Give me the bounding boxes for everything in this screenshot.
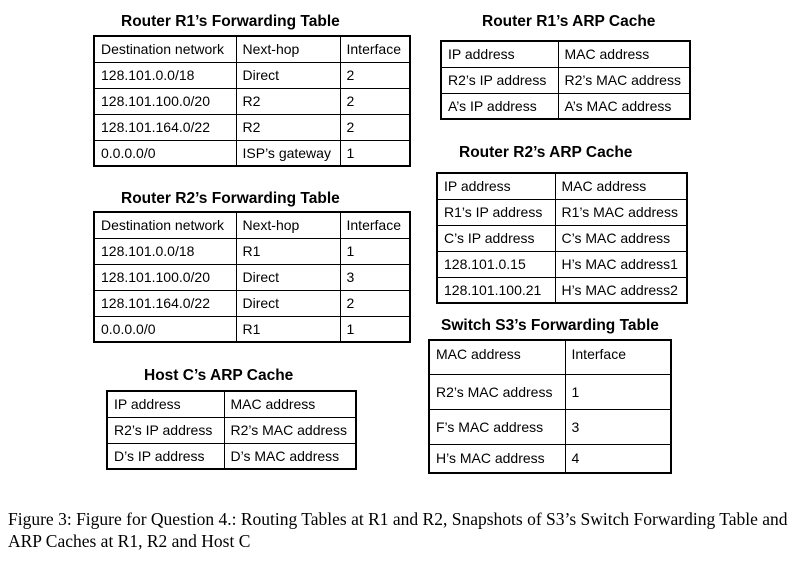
mac-cell: R2’s MAC address [429,374,565,409]
table-row [437,199,687,225]
header-cell: MAC address [429,340,565,374]
table-row [107,443,356,469]
destination-cell: 128.101.164.0/22 [94,290,236,316]
header-cell: IP address [437,173,555,199]
mac-cell: C’s MAC address [555,225,687,251]
table-header-row [94,212,410,238]
r1-arp-table [440,40,691,120]
header-cell: Next-hop [236,212,340,238]
next-hop-cell: R2 [236,114,340,140]
mac-cell: A’s MAC address [558,93,690,119]
header-cell: IP address [441,41,558,67]
table-header-row [429,340,671,374]
destination-cell: 0.0.0.0/0 [94,316,236,342]
r1-forwarding-title: Router R1’s Forwarding Table [121,13,340,30]
header-cell: Interface [565,340,671,374]
next-hop-cell: R2 [236,88,340,114]
destination-cell: 128.101.0.0/18 [94,238,236,264]
header-cell: Next-hop [236,36,340,62]
destination-cell: 128.101.100.0/20 [94,88,236,114]
ip-cell: R1’s IP address [437,199,555,225]
table-row [429,374,671,409]
interface-cell: 1 [340,140,410,166]
destination-cell: 0.0.0.0/0 [94,140,236,166]
s3-forwarding-title: Switch S3’s Forwarding Table [441,317,659,334]
ip-cell: 128.101.0.15 [437,251,555,277]
header-cell: IP address [107,391,224,417]
destination-cell: 128.101.164.0/22 [94,114,236,140]
r2-forwarding-title: Router R2’s Forwarding Table [121,190,340,207]
ip-cell: R2’s IP address [441,67,558,93]
r2-arp-table [436,172,688,304]
r1-forwarding-table [93,35,411,167]
table-row [94,88,410,114]
caption-text: Figure for Question 4.: Routing Tables at R1 and R2, Snapshots of S3’s Switch Forwarding Table and ARP Caches at R1, R2 and Host C [8,509,788,551]
next-hop-cell: ISP’s gateway [236,140,340,166]
table-header-row [437,173,687,199]
mac-cell: H’s MAC address2 [555,277,687,303]
interface-cell: 1 [565,374,671,409]
destination-cell: 128.101.100.0/20 [94,264,236,290]
table-row [94,114,410,140]
table-row [94,290,410,316]
mac-cell: H’s MAC address [429,444,565,473]
table-row [94,238,410,264]
table-row [441,93,690,119]
header-cell: Destination network [94,36,236,62]
mac-cell: R2’s MAC address [558,67,690,93]
header-cell: MAC address [558,41,690,67]
header-cell: Destination network [94,212,236,238]
table-row [94,316,410,342]
next-hop-cell: R1 [236,238,340,264]
table-row [429,444,671,473]
caption-text: Figure 3: [8,509,72,529]
s3-forwarding-table [428,339,672,474]
next-hop-cell: R1 [236,316,340,342]
interface-cell: 2 [340,88,410,114]
interface-cell: 3 [565,409,671,444]
table-row [429,409,671,444]
header-cell: Interface [340,212,410,238]
interface-cell: 1 [340,316,410,342]
host-c-arp-title: Host C’s ARP Cache [144,367,294,384]
table-row [437,251,687,277]
interface-cell: 2 [340,62,410,88]
table-row [107,417,356,443]
header-cell: MAC address [555,173,687,199]
interface-cell: 3 [340,264,410,290]
ip-cell: C’s IP address [437,225,555,251]
r2-arp-title: Router R2’s ARP Cache [459,144,633,161]
r1-arp-title: Router R1’s ARP Cache [482,13,656,30]
ip-cell: 128.101.100.21 [437,277,555,303]
destination-cell: 128.101.0.0/18 [94,62,236,88]
ip-cell: D’s IP address [107,443,224,469]
table-row [437,225,687,251]
table-header-row [94,36,410,62]
mac-cell: H’s MAC address1 [555,251,687,277]
header-cell: MAC address [224,391,356,417]
ip-cell: R2’s IP address [107,417,224,443]
mac-cell: R2’s MAC address [224,417,356,443]
next-hop-cell: Direct [236,290,340,316]
header-cell: Interface [340,36,410,62]
table-row [94,264,410,290]
mac-cell: R1’s MAC address [555,199,687,225]
interface-cell: 2 [340,290,410,316]
host-c-arp-table [106,390,357,470]
table-row [441,67,690,93]
figure-caption [8,508,803,552]
mac-cell: F’s MAC address [429,409,565,444]
interface-cell: 2 [340,114,410,140]
table-row [94,62,410,88]
interface-cell: 4 [565,444,671,473]
next-hop-cell: Direct [236,264,340,290]
r2-forwarding-table [93,211,411,343]
ip-cell: A’s IP address [441,93,558,119]
table-row [437,277,687,303]
table-header-row [107,391,356,417]
interface-cell: 1 [340,238,410,264]
mac-cell: D’s MAC address [224,443,356,469]
table-row [94,140,410,166]
table-header-row [441,41,690,67]
next-hop-cell: Direct [236,62,340,88]
